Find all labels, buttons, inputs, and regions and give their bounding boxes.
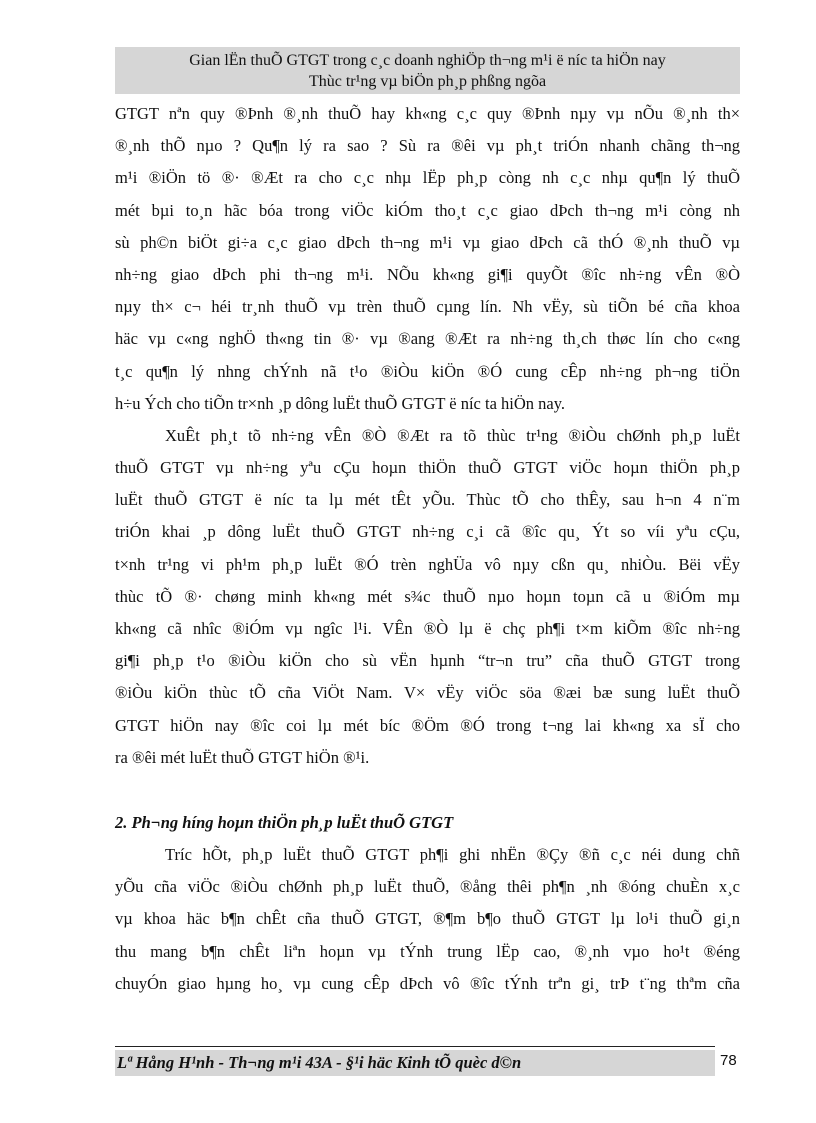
text-line: ra ®êi mét luËt thuÕ GTGT hiÖn ®¹i. <box>115 747 370 767</box>
text-line: luËt thuÕ GTGT ë níc ta lµ mét tÊt yÕu. Thùc tÕ cho thÊy, sau h¬n 4 n¨m <box>115 490 740 510</box>
page-header <box>115 47 740 94</box>
section-heading: 2. Ph¬ng híng hoµn thiÖn ph¸p luËt thuÕ GTGT <box>115 812 454 832</box>
header-title: Gian lËn thuÕ GTGT trong c¸c doanh nghiÖp th¬ng m¹i ë níc ta hiÖn nay <box>189 52 666 69</box>
text-line: mét bµi to¸n hãc bóa trong viÖc kiÓm tho¸t c¸c giao dÞch th¬ng m¹i còng nh <box>115 200 740 220</box>
text-line: thu mang b¶n chÊt liªn hoµn vµ tÝnh trung lËp cao, ®¸nh vµo ho¹t ®éng <box>115 941 740 961</box>
text-line: nh÷ng giao dÞch phi th¬ng m¹i. NÕu kh«ng gi¶i quyÕt ®îc nh÷ng vÊn ®Ò <box>115 264 740 284</box>
text-line: sù ph©n biÖt gi÷a c¸c giao dÞch th¬ng m¹i vµ giao dÞch cã thÓ ®¸nh thuÕ vµ <box>115 232 740 252</box>
text-line: h÷u Ých cho tiÕn tr×nh ¸p dông luËt thuÕ GTGT ë níc ta hiÖn nay. <box>115 393 566 413</box>
text-line: t×nh tr¹ng vi ph¹m ph¸p luËt ®Ó trèn nghÜa vô nµy cßn qu¸ nhiÒu. Bëi vËy <box>115 554 740 574</box>
text-line: thùc tÕ ®· chøng minh kh«ng mét s¾c thuÕ nµo hoµn toµn cã u ®iÓm mµ <box>115 586 740 606</box>
text-line: Tríc hÕt, ph¸p luËt thuÕ GTGT ph¶i ghi nhËn ®Çy ®ñ c¸c néi dung chñ <box>165 844 740 864</box>
text-line: vµ khoa häc b¶n chÊt cña thuÕ GTGT, ®¶m b¶o thuÕ GTGT lµ lo¹i thuÕ gi¸n <box>115 909 740 929</box>
text-line: thuÕ GTGT vµ nh÷ng yªu cÇu hoµn thiÖn thuÕ GTGT viÖc hoµn thiÖn ph¸p <box>115 458 740 478</box>
text-line: ®¸nh thÕ nµo ? Qu¶n lý ra sao ? Sù ra ®êi vµ ph¸t triÓn nhanh chãng th¬ng <box>115 136 740 156</box>
text-line: gi¶i ph¸p t¹o ®iÒu kiÖn cho sù vËn hµnh “tr¬n tru” cña thuÕ GTGT trong <box>115 651 740 671</box>
text-line: chuyÓn giao hµng ho¸ vµ cung cÊp dÞch vô ®îc tÝnh trªn gi¸ trÞ t¨ng thªm cña <box>115 973 740 993</box>
text-line: GTGT hiÖn nay ®îc coi lµ mét bíc ®Öm ®Ó trong t¬ng lai kh«ng xa sÏ cho <box>115 715 740 735</box>
footer-divider <box>115 1046 715 1047</box>
text-line: m¹i ®iÖn tö ®· ®Æt ra cho c¸c nhµ lËp ph¸p còng nh c¸c nhµ qu¶n lý thuÕ <box>115 168 740 188</box>
text-line: XuÊt ph¸t tõ nh÷ng vÊn ®Ò ®Æt ra tõ thùc tr¹ng ®iÒu chØnh ph¸p luËt <box>165 425 740 445</box>
header-subtitle: Thùc tr¹ng vµ biÖn ph¸p phßng ngõa <box>308 73 547 90</box>
text-line: häc vµ c«ng nghÖ th«ng tin ®· vµ ®ang ®Æt ra nh÷ng th¸ch thøc lín cho c«ng <box>115 329 740 349</box>
document-body <box>115 98 740 1000</box>
text-line: ®iÒu kiÖn thùc tÕ cña ViÖt Nam. V× vËy viÖc söa ®æi bæ sung luËt thuÕ <box>115 683 740 703</box>
text-line: triÓn khai ¸p dông luËt thuÕ GTGT nh÷ng c¸i cã ®îc qu¸ Ýt so víi yªu cÇu, <box>115 522 740 542</box>
text-line: nµy th× c¬ héi tr¸nh thuÕ vµ trèn thuÕ cµng lín. Nh vËy, sù tiÕn bé cña khoa <box>115 297 740 317</box>
page-footer: Lª Hång H¹nh - Th¬ng m¹i 43A - §¹i häc Kinh tÕ quèc d©n <box>115 1050 715 1076</box>
text-line: yÕu cña viÖc ®iÒu chØnh ph¸p luËt thuÕ, ®ång thêi ph¶n ¸nh ®óng chuÈn x¸c <box>115 877 740 897</box>
text-line: kh«ng cã nhîc ®iÓm vµ ngîc l¹i. VÊn ®Ò lµ ë chç ph¶i t×m kiÕm ®îc nh÷ng <box>115 619 740 638</box>
page-number: 78 <box>720 1052 737 1069</box>
text-line: GTGT nªn quy ®Þnh ®¸nh thuÕ hay kh«ng c¸c quy ®Þnh nµy vµ nÕu ®¸nh th× <box>115 104 740 123</box>
text-line: t¸c qu¶n lý nhng chÝnh nã t¹o ®iÒu kiÖn ®Ó cung cÊp nh÷ng ph¬ng tiÖn <box>115 361 740 381</box>
